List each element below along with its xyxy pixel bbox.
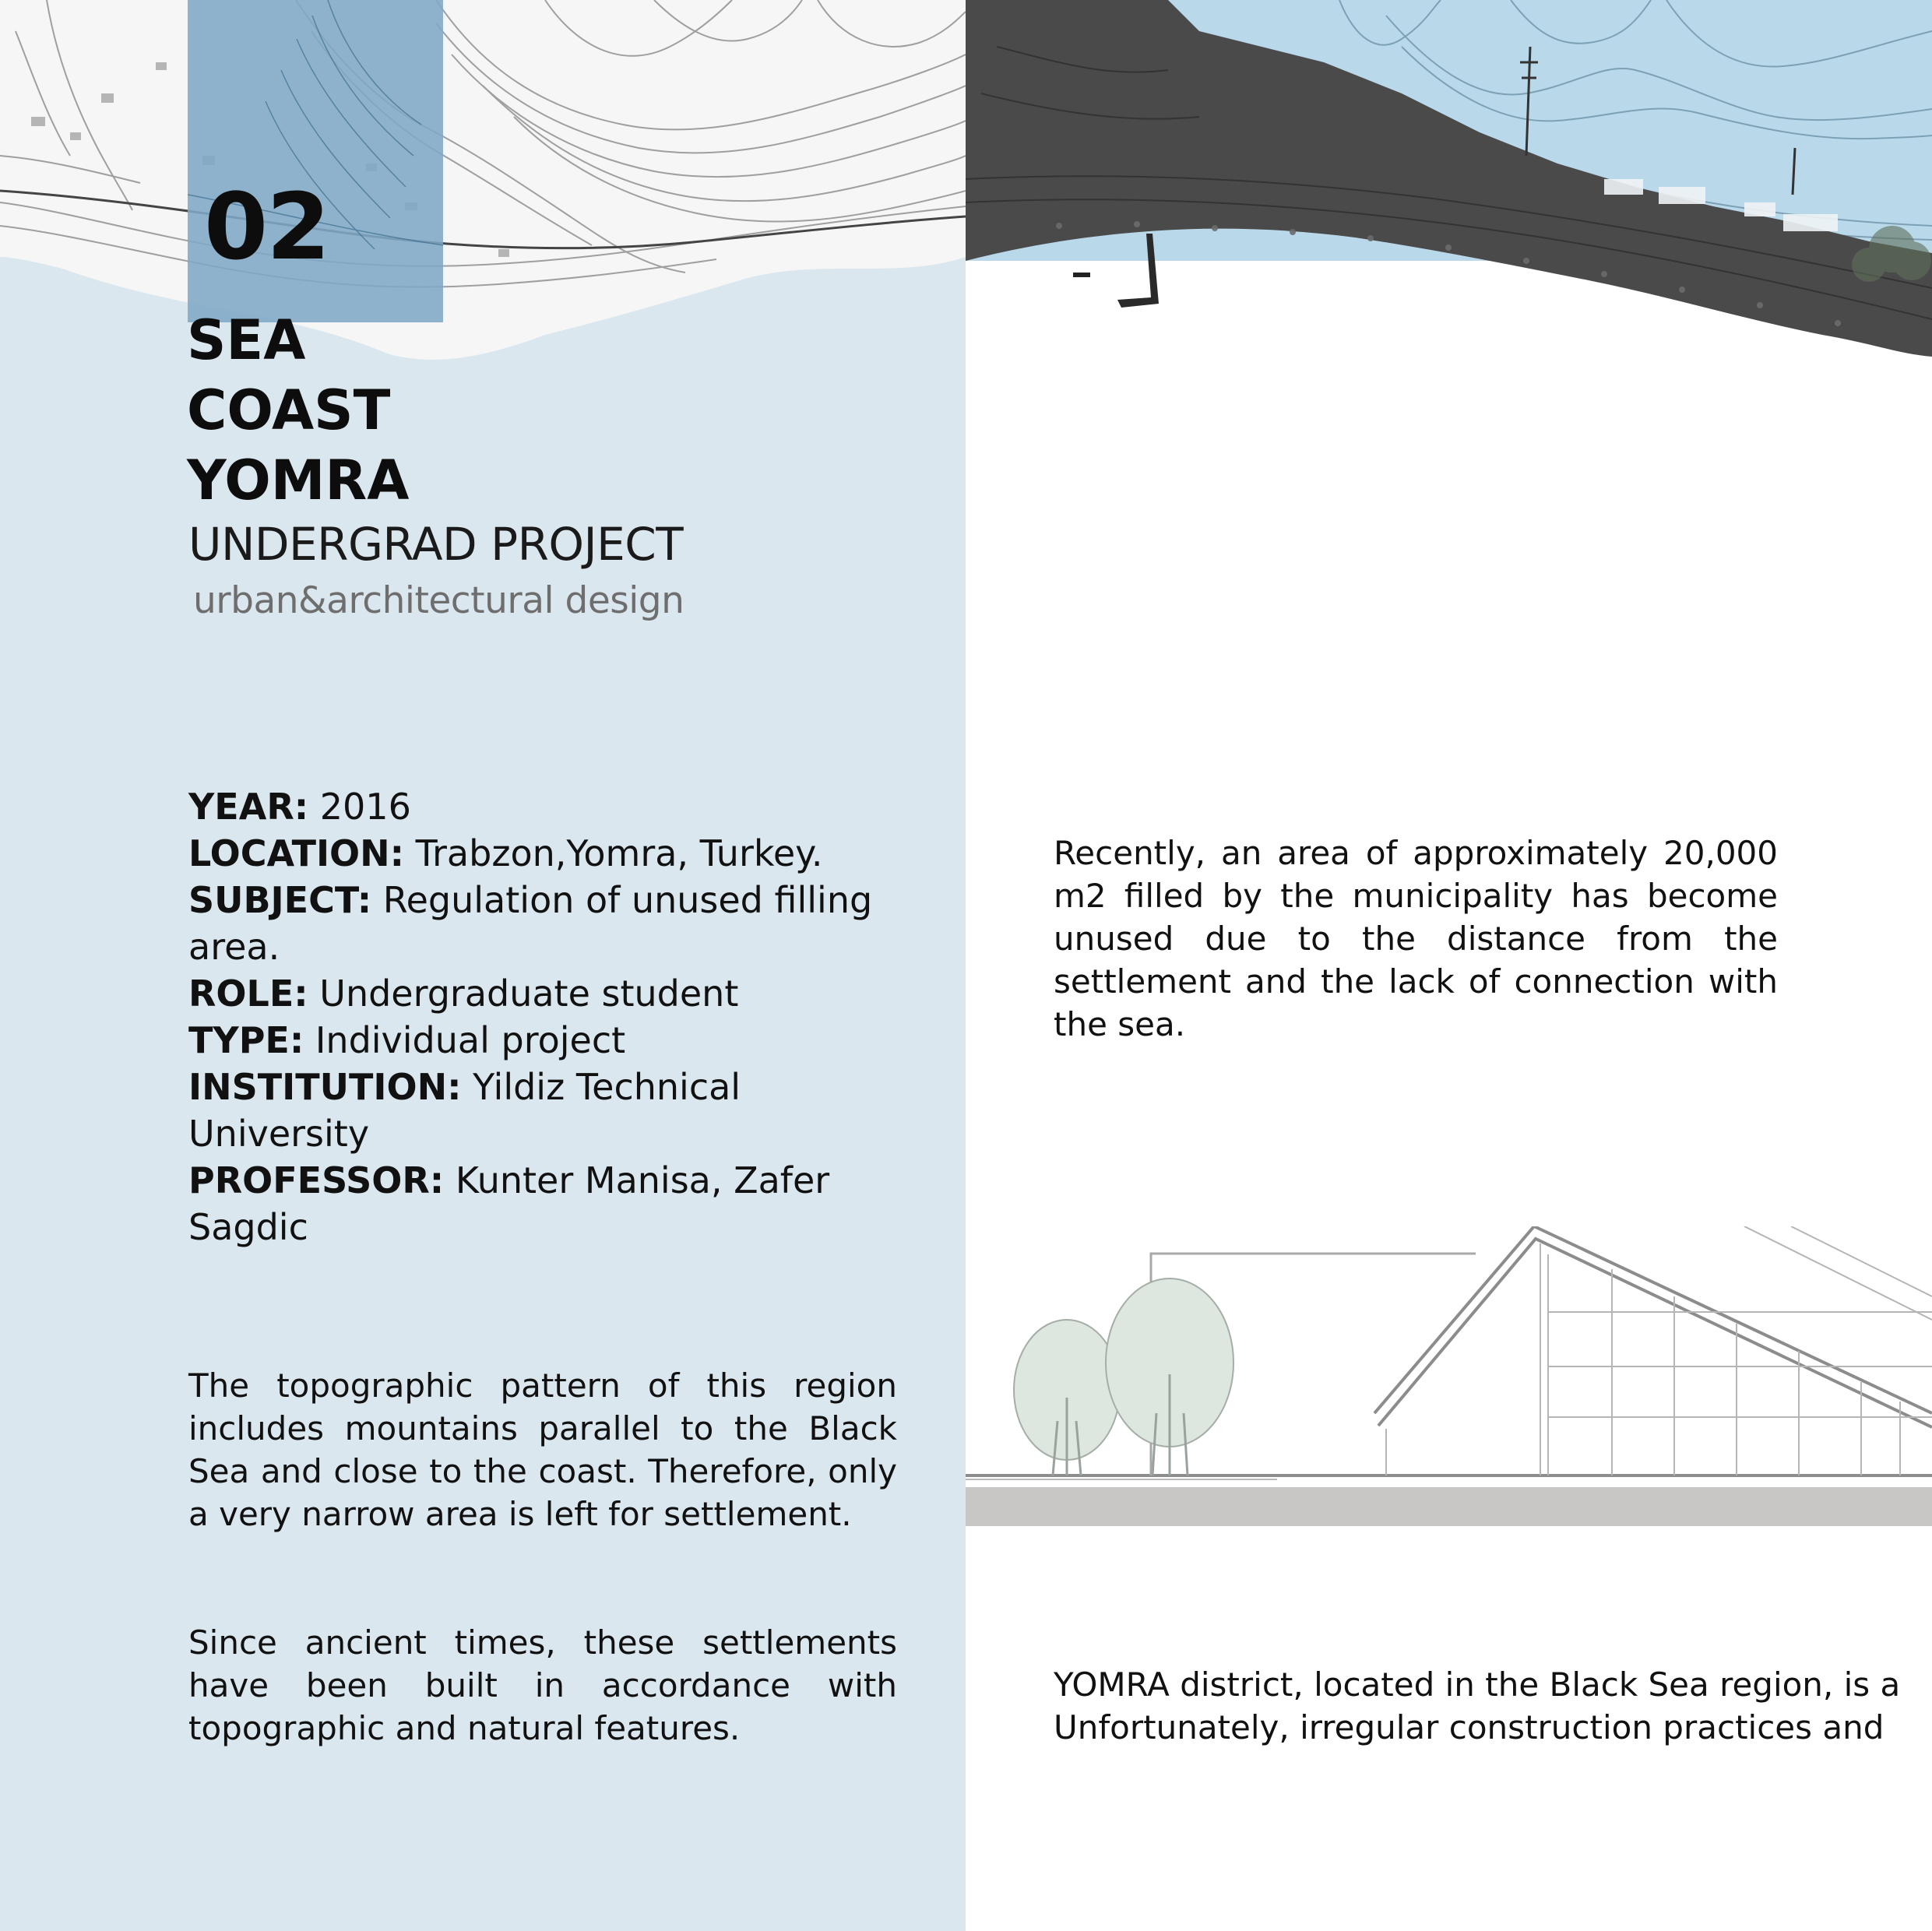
district-line-2: Unfortunately, irregular construction practices and — [1054, 1708, 1884, 1746]
info-value: Regulation of unused filling area. — [188, 879, 873, 968]
info-label: INSTITUTION: — [188, 1066, 462, 1108]
info-institution — [188, 1064, 905, 1157]
info-value: Individual project — [304, 1019, 626, 1061]
info-label: ROLE: — [188, 973, 308, 1015]
project-title — [187, 305, 409, 515]
title-line-3: YOMRA — [187, 448, 410, 512]
history-paragraph: Since ancient times, these settlements have been built in accordance with topographic and natural features. — [188, 1623, 897, 1747]
info-label: TYPE: — [188, 1019, 304, 1061]
title-line-2: COAST — [187, 378, 391, 442]
info-label: SUBJECT: — [188, 879, 372, 921]
info-role — [188, 970, 905, 1017]
info-label: YEAR: — [188, 786, 309, 828]
district-paragraph — [1054, 1663, 1932, 1749]
topography-paragraph: The topographic pattern of this region includes mountains parallel to the Black Sea and close to the coast. Therefore, only a very narrow area is left for settlement. — [188, 1366, 897, 1533]
info-professor — [188, 1157, 905, 1250]
info-value: 2016 — [308, 786, 411, 828]
filling-area-paragraph: Recently, an area of approximately 20,000 m2 filled by the municipality has become unused due to the distance from the settlement and the lack of connection with the sea. — [1054, 834, 1778, 1043]
info-value: Yildiz Technical University — [188, 1066, 741, 1155]
info-label: PROFESSOR: — [188, 1159, 445, 1201]
project-info-list — [188, 783, 905, 1250]
topographic-map — [0, 0, 966, 366]
info-value: Kunter Manisa, Zafer Sagdic — [188, 1159, 830, 1248]
coastal-landscape-image — [966, 0, 1932, 358]
info-type — [188, 1017, 905, 1064]
info-value: Undergraduate student — [308, 973, 739, 1015]
building-elevation-drawing — [966, 1226, 1932, 1530]
project-number: 02 — [204, 173, 329, 280]
info-location — [188, 830, 905, 877]
project-tagline: urban&architectural design — [193, 579, 684, 622]
title-line-1: SEA — [187, 308, 306, 372]
project-subtitle: UNDERGRAD PROJECT — [188, 518, 684, 571]
info-label: LOCATION: — [188, 832, 405, 874]
district-line-1: YOMRA district, located in the Black Sea region, is a — [1054, 1665, 1901, 1704]
info-value: Trabzon,Yomra, Turkey. — [404, 832, 823, 874]
info-year — [188, 783, 905, 830]
info-subject — [188, 877, 905, 970]
